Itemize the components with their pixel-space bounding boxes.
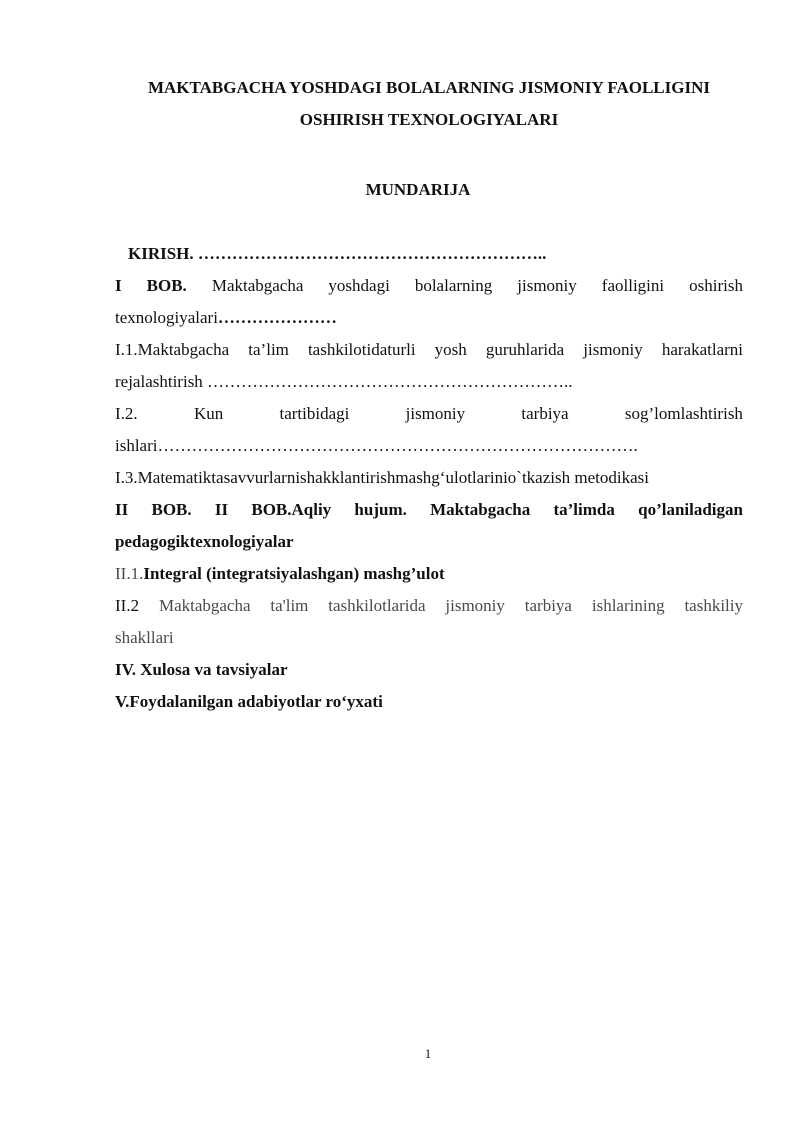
title-line-2: OSHIRISH TEXNOLOGIYALARI xyxy=(299,110,559,129)
toc-entry-bob-2-line-1: II BOB. II BOB.Aqliy hujum. Maktabgacha ta’limda qo’laniladigan xyxy=(115,500,743,519)
toc-entry-2-2 xyxy=(115,590,743,654)
toc-bob-1-dots: ………………… xyxy=(217,308,337,327)
table-of-contents xyxy=(115,238,743,718)
toc-entry-2-2-text-line-2: shakllari xyxy=(115,628,174,647)
toc-entry-4: IV. Xulosa va tavsiyalar xyxy=(115,660,288,679)
toc-entry-1-3: I.3.Matematiktasavvurlarnishakklantirishmashg‘ulotlarinio`tkazish metodikasi xyxy=(115,468,649,487)
toc-entry-1-2 xyxy=(115,398,743,462)
toc-entry-1-2-word: tarbiya xyxy=(521,404,569,423)
toc-entry-1-2-word: tartibidagi xyxy=(279,404,350,423)
toc-entry-bob-1 xyxy=(115,270,743,334)
toc-entry-kirish: KIRISH. …………………………………………………….. xyxy=(128,244,547,263)
page-number: 1 xyxy=(424,1046,432,1061)
toc-bob-1-text-line-2: texnologiyalari xyxy=(115,308,218,327)
toc-entry-2-1-text: Integral (integratsiyalashgan) mashg’ulot xyxy=(143,564,445,583)
toc-entry-1-1-line-2: rejalashtirish ……………………………………………………….. xyxy=(115,372,573,391)
toc-entry-5: V.Foydalanilgan adabiyotlar ro‘yxati xyxy=(115,692,383,711)
toc-entry-1-2-line-2: ishlari…………………………………………………………………………. xyxy=(115,436,638,455)
toc-entry-1-1-line-1: I.1.Maktabgacha ta’lim tashkilotidaturli yosh guruhlarida jismoniy harakatlarni xyxy=(115,340,743,359)
toc-entry-1-2-word: sog’lomlashtirish xyxy=(624,404,743,423)
toc-entry-2-1-prefix: II.1. xyxy=(115,564,144,583)
toc-bob-1-text-line-1: Maktabgacha yoshdagi bolalarning jismoniy faolligini oshirish xyxy=(211,276,743,295)
toc-entry-1-2-line-1 xyxy=(115,398,743,430)
toc-entry-bob-2-line-2: pedagogiktexnologiyalar xyxy=(115,532,294,551)
document-title xyxy=(100,72,758,136)
toc-entry-1-2-word: Kun xyxy=(193,404,224,423)
toc-entry-2-1 xyxy=(115,558,743,590)
toc-entry-bob-2 xyxy=(115,494,743,558)
title-line-1: MAKTABGACHA YOSHDAGI BOLALARNING JISMONIY FAOLLIGINI xyxy=(147,78,710,97)
contents-heading: MUNDARIJA xyxy=(365,180,471,199)
toc-entry-2-2-prefix: II.2 xyxy=(115,596,140,615)
toc-entry-1-2-word: jismoniy xyxy=(405,404,466,423)
toc-entry-1-2-word: I.2. xyxy=(115,404,138,423)
toc-entry-1-1 xyxy=(115,334,743,398)
toc-entry-2-2-text-line-1: Maktabgacha ta'lim tashkilotlarida jismoniy tarbiya ishlarining tashkiliy xyxy=(158,596,743,615)
toc-bob-1-label: I BOB. xyxy=(115,276,187,295)
